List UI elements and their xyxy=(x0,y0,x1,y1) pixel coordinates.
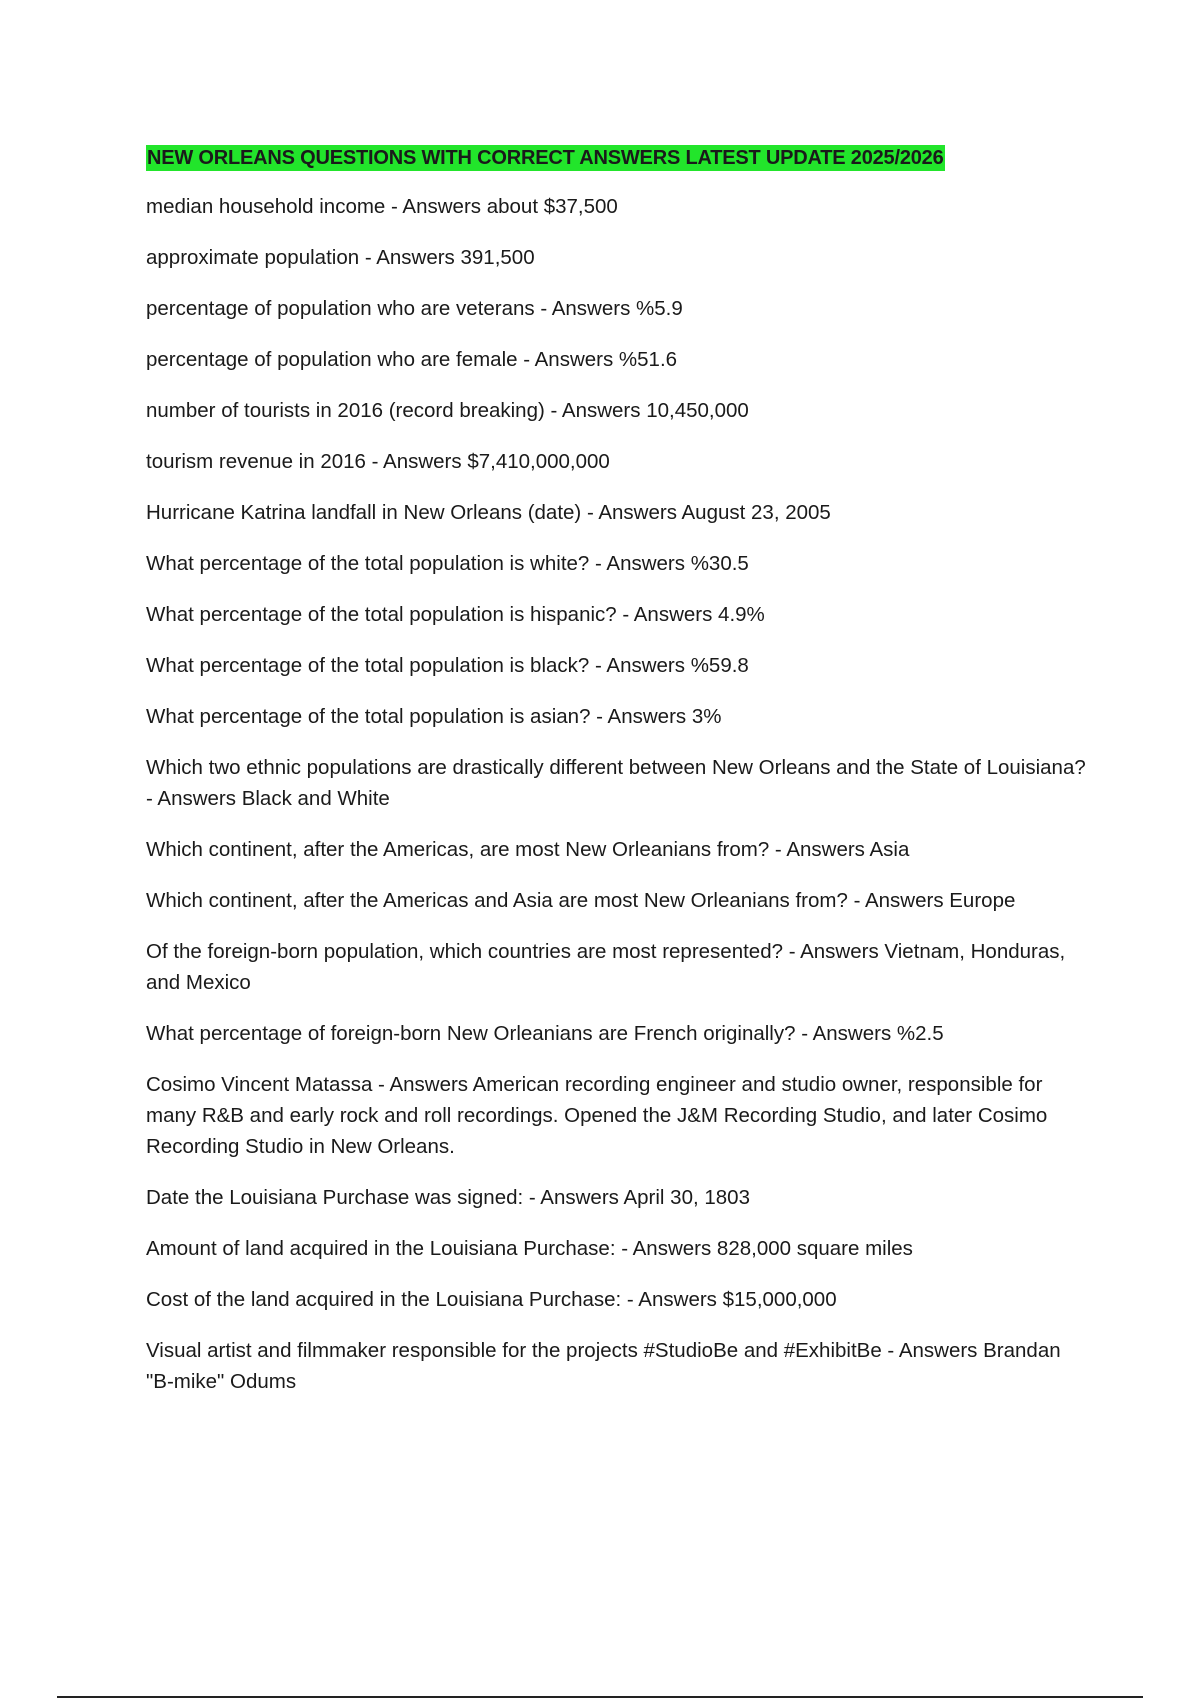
qa-item: percentage of population who are veterans - Answers %5.9 xyxy=(146,297,683,320)
qa-item: median household income - Answers about $37,500 xyxy=(146,195,618,218)
qa-item: number of tourists in 2016 (record breaking) - Answers 10,450,000 xyxy=(146,399,749,422)
qa-item: approximate population - Answers 391,500 xyxy=(146,246,535,269)
qa-item: What percentage of the total population is white? - Answers %30.5 xyxy=(146,552,749,575)
qa-item: Amount of land acquired in the Louisiana Purchase: - Answers 828,000 square miles xyxy=(146,1237,913,1260)
qa-item: Which continent, after the Americas, are most New Orleanians from? - Answers Asia xyxy=(146,838,910,861)
document-body xyxy=(146,145,1086,1417)
qa-item: Cosimo Vincent Matassa - Answers American recording engineer and studio owner, responsible for many R&B and early rock and roll recordings. Opened the J&M Recording Studio, and later Cosimo Recording Studio in New Orleans. xyxy=(146,1073,1048,1158)
qa-item: What percentage of foreign-born New Orleanians are French originally? - Answers %2.5 xyxy=(146,1022,944,1045)
footer-rule xyxy=(57,1696,1143,1698)
qa-item: Date the Louisiana Purchase was signed: - Answers April 30, 1803 xyxy=(146,1186,750,1209)
qa-list xyxy=(146,191,1086,1397)
qa-item: Visual artist and filmmaker responsible for the projects #StudioBe and #ExhibitBe - Answers Brandan "B-mike" Odums xyxy=(146,1339,1061,1393)
qa-item: Which continent, after the Americas and Asia are most New Orleanians from? - Answers Europe xyxy=(146,889,1016,912)
qa-item: What percentage of the total population is hispanic? - Answers 4.9% xyxy=(146,603,765,626)
qa-item: Cost of the land acquired in the Louisiana Purchase: - Answers $15,000,000 xyxy=(146,1288,837,1311)
qa-item: What percentage of the total population is black? - Answers %59.8 xyxy=(146,654,749,677)
qa-item: percentage of population who are female - Answers %51.6 xyxy=(146,348,678,371)
qa-item: tourism revenue in 2016 - Answers $7,410,000,000 xyxy=(146,450,610,473)
qa-item: Which two ethnic populations are drastically different between New Orleans and the State of Louisiana? - Answers Black and White xyxy=(146,756,1086,810)
qa-item: What percentage of the total population is asian? - Answers 3% xyxy=(146,705,722,728)
qa-item: Of the foreign-born population, which countries are most represented? - Answers Vietnam, Honduras, and Mexico xyxy=(146,940,1066,994)
document-title: NEW ORLEANS QUESTIONS WITH CORRECT ANSWERS LATEST UPDATE 2025/2026 xyxy=(147,147,944,169)
qa-item: Hurricane Katrina landfall in New Orleans (date) - Answers August 23, 2005 xyxy=(146,501,831,524)
